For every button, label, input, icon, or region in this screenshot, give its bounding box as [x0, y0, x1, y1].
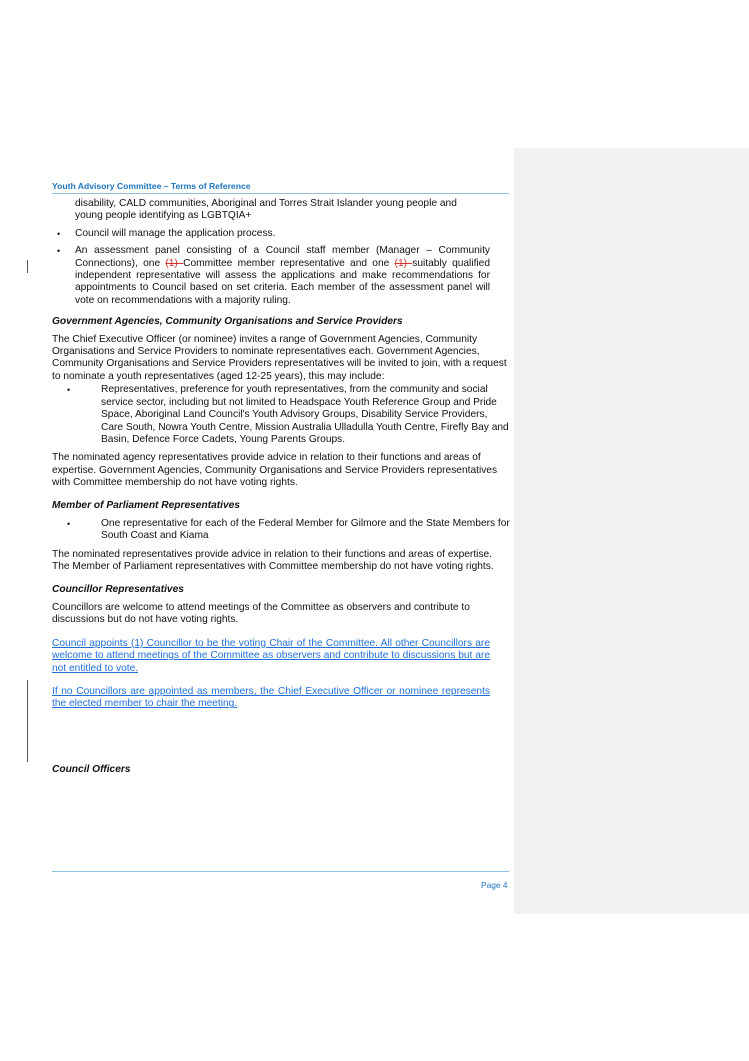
paragraph: The Chief Executive Officer (or nominee) invites a range of Government Agencies, Community Organisations and Service Providers to nominate representatives each. Government Agencies, Community Organisations and Service Providers representatives will be invited to join, with a request to nominate a youth representatives (aged 12-25 years), this may include:: [52, 333, 507, 382]
header-divider: [52, 193, 509, 194]
change-bar: [27, 260, 28, 273]
page-number: Page 4: [481, 880, 508, 890]
comment-margin-panel: [514, 148, 749, 914]
bullet-icon: •: [67, 518, 71, 529]
list-item: • An assessment panel consisting of a Council staff member (Manager – Community Connections), one (1) Committee member representative and one (1) suitably qualified independent representative will assess the applications and make recommendations for appointments to Council based on set criteria. Each member of the assessment panel will vote on recommendations with a majority ruling.: [57, 245, 491, 306]
deleted-text: (1): [165, 257, 184, 269]
paragraph: The nominated representatives provide advice in relation to their functions and areas of expertise. The Member of Parliament representatives with Committee membership do not have voting rights.: [52, 548, 494, 573]
paragraph: Councillors are welcome to attend meetings of the Committee as observers and contribute to discussions but do not have voting rights.: [52, 601, 470, 626]
list-item: • Council will manage the application process.: [57, 227, 276, 239]
paragraph: The nominated agency representatives provide advice in relation to their functions and areas of expertise. Government Agencies, Community Organisations and Service Providers representatives with Committee membership do not have voting rights.: [52, 452, 498, 489]
list-item: • One representative for each of the Federal Member for Gilmore and the State Members for South Coast and Kiama: [67, 517, 510, 542]
change-bar: [27, 680, 28, 762]
inserted-paragraph: Council appoints (1) Councillor to be the voting Chair of the Committee. All other Councillors are welcome to attend meetings of the Committee as observers and contribute to discussions but are not entitled to vote.: [52, 637, 490, 674]
running-header: Youth Advisory Committee – Terms of Reference: [52, 181, 251, 191]
inserted-paragraph: If no Councillors are appointed as members, the Chief Executive Officer or nominee represents the elected member to chair the meeting.: [52, 686, 490, 710]
section-heading: Council Officers: [52, 763, 131, 775]
footer-divider: [52, 871, 509, 872]
document-body: [52, 198, 510, 776]
bullet-icon: •: [67, 385, 71, 396]
list-item: • Representatives, preference for youth representatives, from the community and social service sector, including but not limited to Headspace Youth Reference Group and Pride Space, Aboriginal Land Council's Youth Advisory Groups, Disability Service Providers, Care South, Nowra Youth Centre, Mission Australia Ulladulla Youth Centre, Firefly Bay and Basin, Defence Force Cadets, Young Parents Groups.: [67, 384, 509, 445]
section-heading: Member of Parliament Representatives: [52, 499, 240, 511]
deleted-text: (1): [394, 257, 413, 269]
intro-text: disability, CALD communities, Aboriginal and Torres Strait Islander young people and young people identifying as LGBTQIA+: [75, 198, 457, 222]
section-heading: Government Agencies, Community Organisations and Service Providers: [52, 316, 403, 328]
bullet-icon: •: [57, 246, 61, 257]
section-heading: Councillor Representatives: [52, 583, 184, 595]
bullet-icon: •: [57, 228, 61, 239]
